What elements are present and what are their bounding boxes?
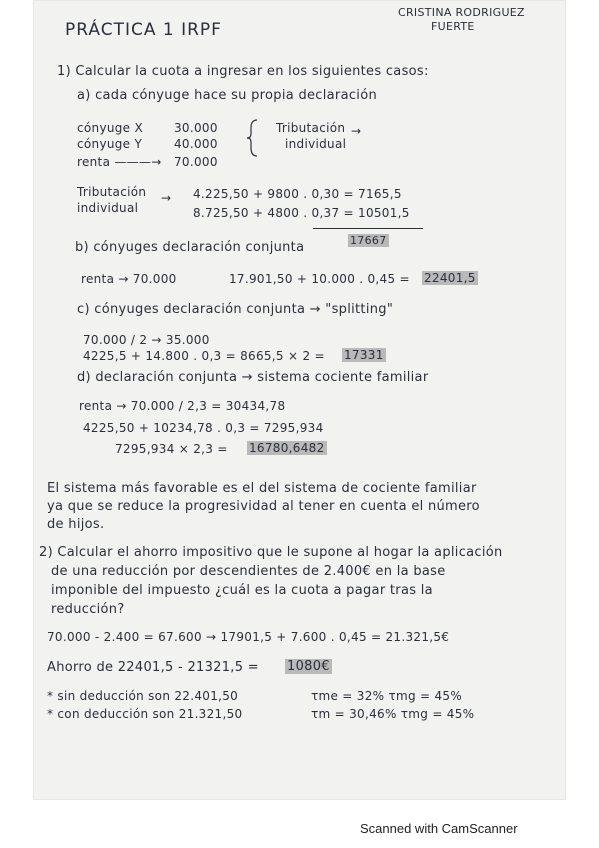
part-c-result: 17331 [344,348,384,362]
ahorro-result: 1080€ [287,659,330,674]
income-value: 70.000 [174,155,218,169]
scanner-watermark: Scanned with CamScanner [360,821,518,836]
spouse-x-value: 30.000 [174,121,218,135]
trib-label-2: individual [77,201,139,215]
income-label: renta ———→ [77,155,162,169]
conclusion-line-3: de hijos. [47,517,105,532]
conclusion-line-1: El sistema más favorable es el del sistema de cociente familiar [47,481,477,496]
part-b-calc: 17.901,50 + 10.000 . 0,45 = [229,272,410,286]
question-2-line-1: 2) Calcular el ahorro impositivo que le supone al hogar la aplicación [39,545,503,560]
calc-spouse-y: 8.725,50 + 4800 . 0,37 = 10501,5 [193,206,410,220]
part-d-heading: d) declaración conjunta → sistema cociente familiar [77,370,429,385]
part-b-income: renta → 70.000 [81,272,177,286]
part-c-line2: 4225,5 + 14.800 . 0,3 = 8665,5 × 2 = [83,349,325,363]
sum-underline [313,228,423,229]
calc-spouse-x: 4.225,50 + 9800 . 0,30 = 7165,5 [193,187,402,201]
part-a-total: 17667 [350,234,387,247]
trib-label-1: Tributación [77,185,147,199]
bullet-con-deduccion: * con deducción son 21.321,50 [47,707,243,721]
arrow-right-icon: → [161,191,172,205]
bullet-sin-rates: τme = 32% τmg = 45% [311,689,463,703]
part-c-heading: c) cónyuges declaración conjunta → "splitting" [77,302,394,317]
part-c-line1: 70.000 / 2 → 35.000 [83,333,210,347]
question-1-statement: 1) Calcular la cuota a ingresar en los siguientes casos: [57,64,429,79]
question-2-line-2: de una reducción por descendientes de 2.400€ en la base [51,564,446,579]
curly-brace-icon [245,118,261,158]
brace-label-individual: individual [285,137,347,151]
arrow-right-icon: → [351,124,362,138]
question-2-calc: 70.000 - 2.400 = 67.600 → 17901,5 + 7.600 . 0,45 = 21.321,5€ [47,630,450,644]
bullet-sin-deduccion: * sin deducción son 22.401,50 [47,689,239,703]
question-2-line-3: imponible del impuesto ¿cuál es la cuota a pagar tras la [51,583,433,598]
scanned-page [33,0,566,800]
part-a-heading: a) cada cónyuge hace su propia declaración [77,88,377,103]
spouse-x-label: cónyuge X [77,121,143,135]
part-b-heading: b) cónyuges declaración conjunta [75,240,305,255]
author-name-line1: CRISTINA RODRIGUEZ [398,6,525,19]
spouse-y-value: 40.000 [174,137,218,151]
conclusion-line-2: ya que se reduce la progresividad al tener en cuenta el número [47,499,480,514]
spouse-y-label: cónyuge Y [77,137,143,151]
part-d-result: 16780,6482 [249,441,325,455]
part-d-line3: 7295,934 × 2,3 = [115,442,228,456]
ahorro-text: Ahorro de 22401,5 - 21321,5 = [47,660,259,675]
part-b-result: 22401,5 [424,271,476,285]
part-d-line2: 4225,50 + 10234,78 . 0,3 = 7295,934 [83,421,324,435]
question-2-line-4: reducción? [51,602,125,617]
author-name-line2: FUERTE [431,20,475,33]
part-d-line1: renta → 70.000 / 2,3 = 30434,78 [79,399,286,413]
brace-label-tributacion: Tributación [276,121,346,135]
bullet-con-rates: τm = 30,46% τmg = 45% [311,707,475,721]
page-title: PRÁCTICA 1 IRPF [65,20,222,40]
